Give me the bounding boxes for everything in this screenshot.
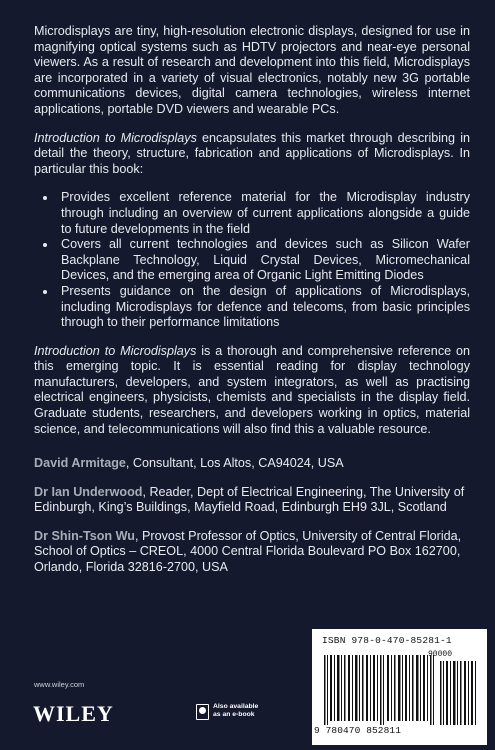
description-text xyxy=(34,24,470,450)
author-name: Dr Ian Underwood xyxy=(34,484,143,499)
publisher-website: www.wiley.com xyxy=(34,680,85,689)
barcode-digits: 9 780470 852811 xyxy=(314,725,402,736)
ebook-icon xyxy=(196,704,209,720)
price-code: 90000 xyxy=(428,650,453,659)
author-affiliation: , Provost Professor of Optics, University of Central Florida, School of Optics – CREOL, 4000 Central Florida Boulevard PO Box 162700, Orlando, Florida 32816-2700, USA xyxy=(34,528,462,574)
ebook-line-1: Also available xyxy=(213,703,259,710)
intro-paragraph: Microdisplays are tiny, high-resolution electronic displays, designed for use in magnifying optical systems such as HDTV projectors and near-eye personal viewers. As a result of research and development into this field, Microdisplays are incorporated in a variety of visual electronics, notably new 3G portable communications devices, digital camera technologies, wireless internet applications, portable DVD viewers and wearable PCs. xyxy=(34,24,470,116)
author-affiliation: , Reader, Dept of Electrical Engineering, The University of Edinburgh, King’s Buildings, Mayfield Road, Edinburgh EH9 3JL, Scotland xyxy=(34,484,465,515)
price-bars xyxy=(440,661,476,725)
author-list xyxy=(34,456,470,589)
list-item: • Covers all current technologies and devices such as Silicon Wafer Backplane Technology, Liquid Crystal Devices, Micromechanical Devices, and the emerging area of Organic Light Emitting Diodes xyxy=(57,237,470,284)
publisher-logo: WILEY xyxy=(33,701,114,726)
book-title-reference: Introduction to Microdisplays xyxy=(34,343,197,358)
list-item: • Provides excellent reference material for the Microdisplay industry through including an overview of current applications alongside a guide to future developments in the field xyxy=(57,190,470,237)
author-affiliation: , Consultant, Los Altos, CA94024, USA xyxy=(125,456,344,470)
summary-paragraph-text: encapsulates this market through describing in detail the theory, structure, fabrication and applications of Microdisplays. In particular this book: xyxy=(34,130,470,176)
ebook-line-2: as an e-book xyxy=(213,711,255,718)
isbn-label: ISBN 978-0-470-85281-1 xyxy=(322,635,452,646)
barcode-bars xyxy=(320,647,478,725)
ean-bars xyxy=(324,655,434,725)
audience-paragraph xyxy=(34,344,470,438)
summary-paragraph xyxy=(34,131,470,178)
book-title-reference: Introduction to Microdisplays xyxy=(34,130,197,145)
ebook-notice xyxy=(213,703,273,719)
audience-paragraph-text: is a thorough and comprehensive reference on this emerging topic. It is essential reading for display technology manufacturers, developers, and system integrators, as well as practising electrical engineers, physicists, chemists and specialists in the display field. Graduate students, researchers, and developers working in optics, material science, and telecommunications will also find this a valuable resource. xyxy=(34,343,471,436)
isbn-barcode xyxy=(312,629,487,745)
author-name: Dr Shin-Tson Wu xyxy=(34,528,135,543)
author-name: David Armitage xyxy=(34,456,126,470)
list-item: • Presents guidance on the design of applications of Microdisplays, including Microdisplays for defence and telecoms, from basic principles through to their performance limitations xyxy=(57,284,470,331)
author-entry xyxy=(34,485,470,516)
author-entry xyxy=(34,529,470,576)
author-entry xyxy=(34,456,470,472)
feature-list xyxy=(34,190,470,330)
